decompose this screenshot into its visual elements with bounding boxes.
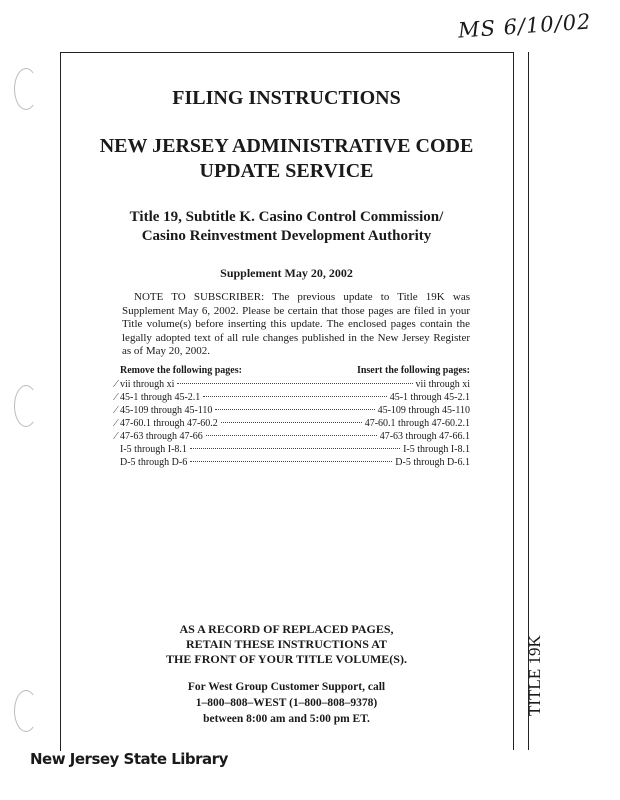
leader-dots xyxy=(203,396,386,397)
check-mark: ⁄ xyxy=(115,404,117,416)
support-line-3: between 8:00 am and 5:00 pm ET. xyxy=(203,713,370,725)
remove-pages: 45-109 through 45-110 xyxy=(120,405,213,416)
check-mark: ⁄ xyxy=(115,430,117,442)
record-notice xyxy=(60,622,513,667)
leader-dots xyxy=(206,435,377,436)
tab-label: TITLE 19K xyxy=(525,635,544,716)
leader-dots xyxy=(190,448,400,449)
remove-pages: D-5 through D-6 xyxy=(120,457,188,468)
subtitle-line-1: Title 19, Subtitle K. Casino Control Commission/ xyxy=(129,209,444,225)
page-exchange-table xyxy=(120,365,470,470)
insert-header: Insert the following pages: xyxy=(356,365,470,376)
table-row xyxy=(120,431,470,444)
insert-pages: I-5 through I-8.1 xyxy=(403,444,470,455)
table-row xyxy=(120,444,470,457)
subtitle xyxy=(60,208,513,246)
subscriber-note: NOTE TO SUBSCRIBER: The previous update to Title 19K was Supplement May 6, 2002. Please be certain that those pages are filed in your Title volume(s) before inserting this update. The enclosed pages contain the legally adopted text of all rule changes published in the New Jersey Register as of May 20, 2002. xyxy=(122,291,470,357)
table-row xyxy=(120,457,470,470)
handwritten-initials-date: MS 6/10/02 xyxy=(457,9,593,43)
table-row xyxy=(120,418,470,431)
leader-dots xyxy=(177,383,412,384)
insert-pages: 47-60.1 through 47-60.2.1 xyxy=(364,418,470,429)
service-title-line-1: NEW JERSEY ADMINISTRATIVE CODE xyxy=(99,135,474,157)
remove-pages: I-5 through I-8.1 xyxy=(120,444,187,455)
page-title: FILING INSTRUCTIONS xyxy=(172,87,401,109)
record-notice-line-2: RETAIN THESE INSTRUCTIONS AT xyxy=(185,637,388,651)
support-info xyxy=(60,679,513,727)
insert-pages: 47-63 through 47-66.1 xyxy=(379,431,470,442)
leader-dots xyxy=(221,422,362,423)
punch-hole xyxy=(14,385,38,427)
insert-pages: 45-1 through 45-2.1 xyxy=(389,392,470,403)
remove-pages: 47-60.1 through 47-60.2 xyxy=(120,418,218,429)
check-mark: ⁄ xyxy=(115,391,117,403)
table-header xyxy=(120,365,470,376)
check-mark: ⁄ xyxy=(115,378,117,390)
leader-dots xyxy=(215,409,374,410)
support-line-1: For West Group Customer Support, call xyxy=(187,681,386,693)
service-title-line-2: UPDATE SERVICE xyxy=(199,160,374,182)
insert-pages: D-5 through D-6.1 xyxy=(395,457,470,468)
table-row xyxy=(120,405,470,418)
insert-pages: vii through xi xyxy=(415,379,470,390)
subtitle-line-2: Casino Reinvestment Development Authority xyxy=(141,228,432,244)
remove-pages: vii through xi xyxy=(120,379,175,390)
remove-pages: 45-1 through 45-2.1 xyxy=(120,392,201,403)
service-title xyxy=(60,134,513,184)
remove-header: Remove the following pages: xyxy=(120,365,242,376)
table-row xyxy=(120,392,470,405)
support-line-2: 1–800–808–WEST (1–800–808–9378) xyxy=(195,697,378,709)
punch-hole xyxy=(14,68,38,110)
insert-pages: 45-109 through 45-110 xyxy=(377,405,470,416)
check-mark: ⁄ xyxy=(115,417,117,429)
punch-hole xyxy=(14,690,38,732)
record-notice-line-3: THE FRONT OF YOUR TITLE VOLUME(S). xyxy=(166,652,407,666)
record-notice-line-1: AS A RECORD OF REPLACED PAGES, xyxy=(179,622,394,636)
table-rows xyxy=(120,379,470,470)
table-row xyxy=(120,379,470,392)
supplement-date: Supplement May 20, 2002 xyxy=(220,266,353,280)
leader-dots xyxy=(190,461,392,462)
library-stamp: New Jersey State Library xyxy=(30,750,228,768)
remove-pages: 47-63 through 47-66 xyxy=(120,431,203,442)
